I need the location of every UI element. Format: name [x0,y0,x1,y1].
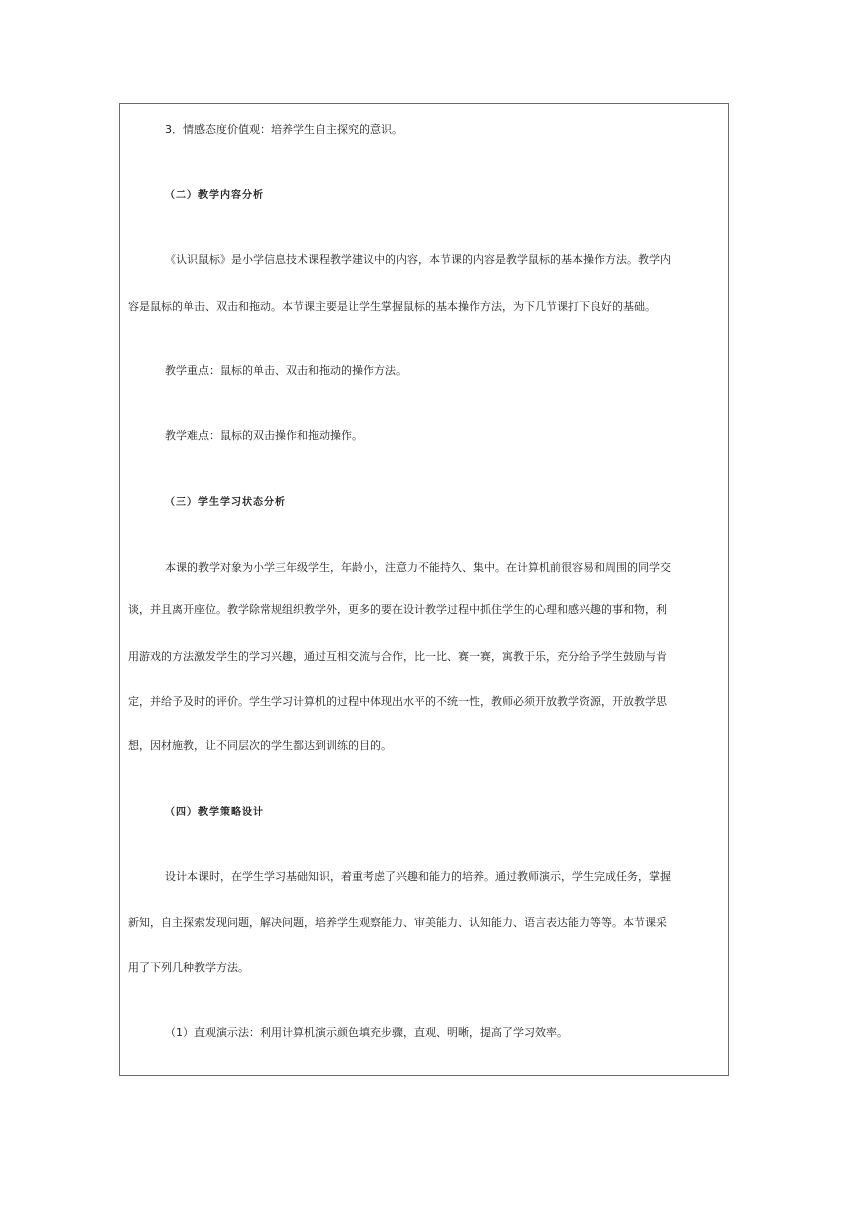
students-para-line-3: 用游戏的方法激发学生的学习兴趣，通过互相交流与合作，比一比、赛一赛，寓教于乐，充分给予学生鼓励与肯 [128,650,667,663]
heading-strategy-design: （四）教学策略设计 [165,807,264,818]
goal-3-text: 3．情感态度价值观：培养学生自主探究的意识。 [165,123,403,136]
content-para-line-2: 容是鼠标的单击、双击和拖动。本节课主要是让学生掌握鼠标的基本操作方法，为下几节课打下良好的基础。 [128,300,656,313]
students-para-line-1: 本课的教学对象为小学三年级学生，年龄小，注意力不能持久、集中。在计算机前很容易和周围的同学交 [165,561,671,574]
strategy-para-line-1: 设计本课时，在学生学习基础知识，着重考虑了兴趣和能力的培养。通过教师演示，学生完成任务，掌握 [165,870,671,883]
method-1-text: （1）直观演示法：利用计算机演示颜色填充步骤，直观、明晰，提高了学习效率。 [165,1026,568,1039]
key-point-text: 教学重点：鼠标的单击、双击和拖动的操作方法。 [165,364,407,377]
difficult-point-text: 教学难点：鼠标的双击操作和拖动操作。 [165,429,363,442]
content-para-line-1: 《认识鼠标》是小学信息技术课程教学建议中的内容，本节课的内容是教学鼠标的基本操作方法。教学内 [165,253,671,266]
students-para-line-4: 定，并给予及时的评价。学生学习计算机的过程中体现出水平的不统一性，教师必须开放教学资源，开放教学思 [128,695,667,708]
students-para-line-2: 谈，并且离开座位。教学除常规组织教学外，更多的要在设计教学过程中抓住学生的心理和感兴趣的事和物，利 [128,603,667,616]
heading-student-analysis: （三）学生学习状态分析 [165,497,286,508]
strategy-para-line-2: 新知，自主探索发现问题，解决问题，培养学生观察能力、审美能力、认知能力、语言表达能力等等。本节课采 [128,916,667,929]
strategy-para-line-3: 用了下列几种教学方法。 [128,961,249,974]
students-para-line-5: 想，因材施教，让不同层次的学生都达到训练的目的。 [128,739,392,752]
heading-content-analysis: （二）教学内容分析 [165,190,264,201]
table-cell-frame [119,103,729,1076]
